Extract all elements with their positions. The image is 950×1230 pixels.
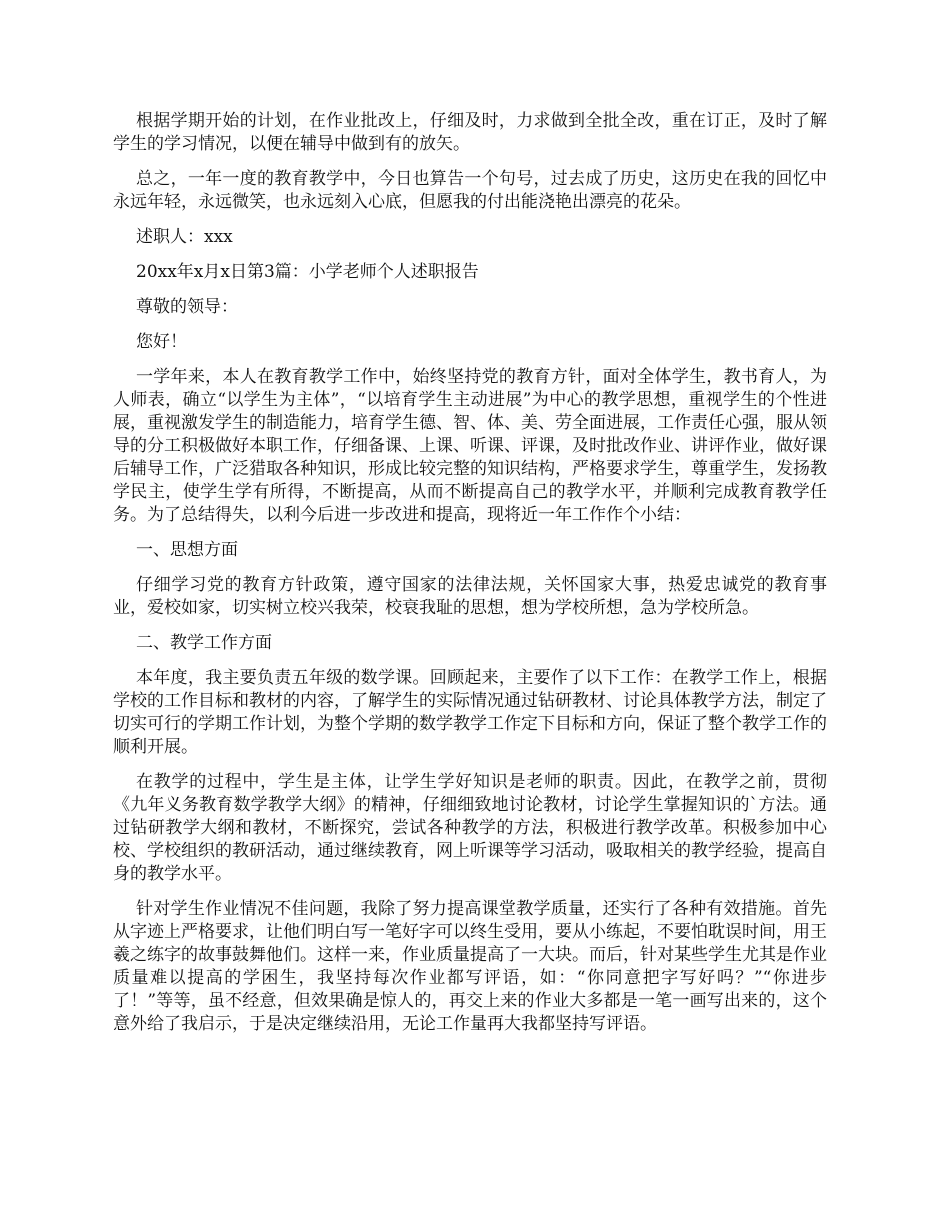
salutation: 尊敬的领导： [136, 297, 238, 317]
paragraph-teaching-process: 在教学的过程中，学生是主体，让学生学好知识是老师的职责。因此，在教学之前，贯彻《九年义务教育数学教学大纲》的精神，仔细细致地讨论教材，讨论学生掌握知识的`方法。通过钻研教学大纲和教材，不断探究，尝试各种教学的方法，积极进行教学改革。积极参加中心校、学校组织的教研活动，通过继续教育，网上听课等学习活动，吸取相关的教学经验，提高自身的教学水平。 [113, 772, 827, 884]
paragraph-introduction: 一学年来，本人在教育教学工作中，始终坚持党的教育方针，面对全体学生，教书育人，为人师表，确立“以学生为主体”，“以培育学生主动进展”为中心的教学思想，重视学生的个性进展，重视激发学生的制造能力，培育学生德、智、体、美、劳全面进展，工作责任心强，服从领导的分工积极做好本职工作，仔细备课、上课、听课、评课，及时批改作业、讲评作业，做好课后辅导工作，广泛猎取各种知识，形成比较完整的知识结构，严格要求学生，尊重学生，发扬教学民主，使学生学有所得，不断提高，从而不断提高自己的教学水平，并顺利完成教育教学任务。为了总结得失，以利今后进一步改进和提高，现将近一年工作作个小结： [113, 367, 827, 525]
greeting: 您好！ [136, 332, 187, 352]
reporter-line: 述职人：xxx [136, 227, 233, 247]
paragraph-grading: 根据学期开始的计划，在作业批改上，仔细及时，力求做到全批全改，重在订正，及时了解学生的学习情况，以便在辅导中做到有的放矢。 [113, 111, 827, 154]
section-heading-ideology: 一、思想方面 [136, 540, 238, 560]
document-body [113, 110, 827, 1048]
date-and-article-title: 20xx年x月x日第3篇：小学老师个人述职报告 [136, 262, 479, 282]
paragraph-teaching-overview: 本年度，我主要负责五年级的数学课。回顾起来，主要作了以下工作：在教学工作上，根据学校的工作目标和教材的内容，了解学生的实际情况通过钻研教材、讨论具体教学方法，制定了切实可行的学期工作计划，为整个学期的数学教学工作定下目标和方向，保证了整个教学工作的顺利开展。 [113, 668, 827, 757]
paragraph-homework: 针对学生作业情况不佳问题，我除了努力提高课堂教学质量，还实行了各种有效措施。首先从字迹上严格要求，让他们明白写一笔好字可以终生受用，要从小练起，不要怕耽误时间，用王羲之练字的故事鼓舞他们。这样一来，作业质量提高了一大块。而后，针对某些学生尤其是作业质量难以提高的学困生，我坚持每次作业都写评语，如：“你同意把字写好吗？”“你进步了！”等等，虽不经意，但效果确是惊人的，再交上来的作业大多都是一笔一画写出来的，这个意外给了我启示，于是决定继续沿用，无论工作量再大我都坚持写评语。 [113, 899, 827, 1034]
paragraph-conclusion: 总之，一年一度的教育教学中，今日也算告一个句号，过去成了历史，这历史在我的回忆中永远年轻，永远微笑，也永远刻入心底，但愿我的付出能浇艳出漂亮的花朵。 [113, 169, 827, 212]
paragraph-ideology: 仔细学习党的教育方针政策，遵守国家的法律法规，关怀国家大事，热爱忠诚党的教育事业，爱校如家，切实树立校兴我荣，校衰我耻的思想，想为学校所想，急为学校所急。 [113, 575, 827, 618]
section-heading-teaching: 二、教学工作方面 [136, 633, 272, 653]
